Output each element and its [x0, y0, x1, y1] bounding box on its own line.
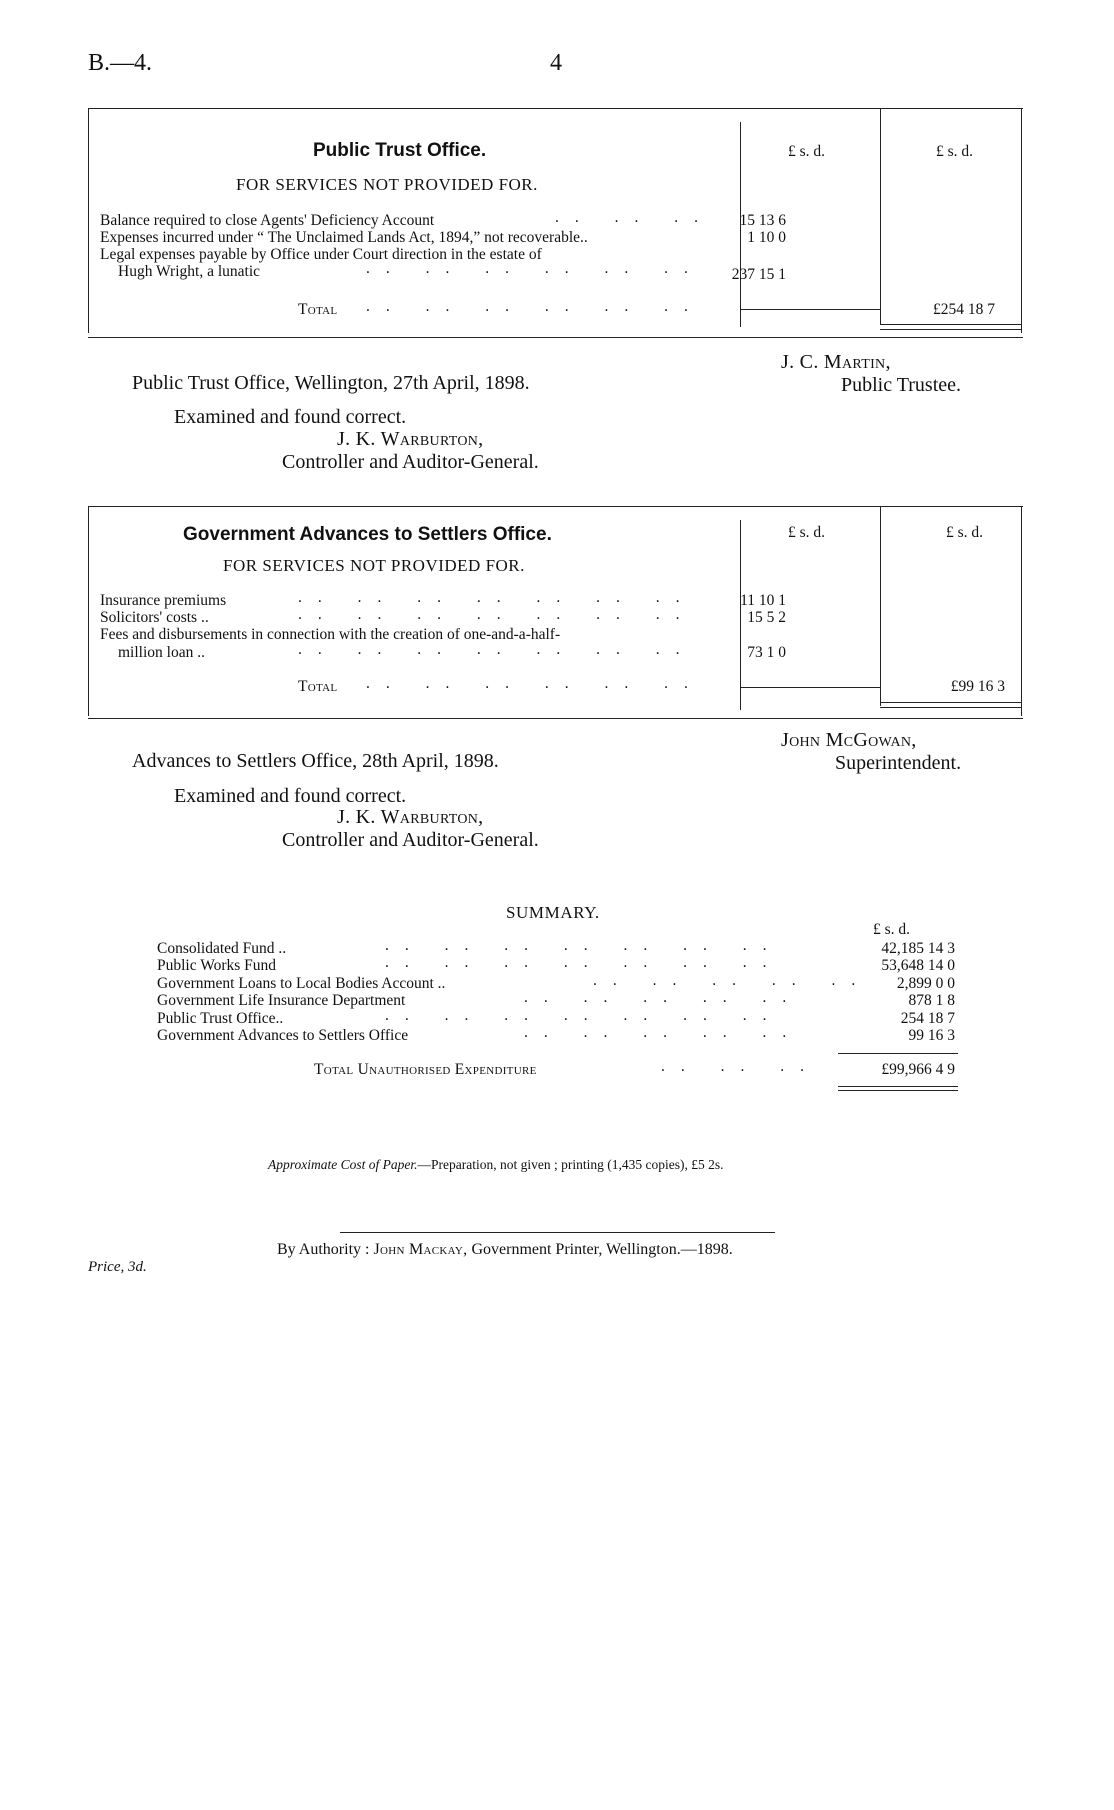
public-trust-table [88, 108, 1023, 341]
column-header-total: £ s. d. [946, 524, 984, 541]
table-row-label: Balance required to close Agents' Deficiency Account [100, 212, 435, 229]
leader-dots: .. .. .. .. .. .. .. [298, 606, 696, 623]
summary-row-label: Government Loans to Local Bodies Account .. [157, 975, 446, 992]
table-row-label: Fees and disbursements in connection with the creation of one-and-a-half- [100, 626, 561, 643]
signatory-name: John McGowan, [781, 729, 917, 751]
row-amount: 15 5 2 [747, 609, 786, 626]
table-row-label: million loan .. [118, 644, 205, 661]
column-header-pounds: £ s. d. [788, 143, 826, 160]
total-amount: £99 16 3 [950, 678, 1005, 695]
leader-dots: .. .. .. .. .. .. [366, 675, 704, 692]
leader-dots: .. .. .. .. .. .. .. [298, 589, 696, 606]
table-row-label: Legal expenses payable by Office under Court direction in the estate of [100, 246, 542, 263]
summary-row-amount: 254 18 7 [900, 1010, 955, 1027]
leader-dots: .. .. .. [661, 1058, 820, 1075]
summary-row-amount: 878 1 8 [908, 992, 955, 1009]
leader-dots: .. .. .. [555, 209, 714, 226]
printer-imprint [277, 1241, 733, 1259]
signatory-name: J. C. Martin, [781, 351, 891, 373]
summary-row-amount: 2,899 0 0 [896, 975, 955, 992]
summary-row-amount: 53,648 14 0 [881, 957, 955, 974]
column-header-total: £ s. d. [936, 143, 974, 160]
total-label: Total [298, 301, 338, 318]
total-label: Total [298, 678, 338, 695]
printer-name: John Mackay, [373, 1241, 468, 1258]
auditor-name: J. K. Warburton, [337, 428, 484, 450]
leader-dots: .. .. .. .. .. .. [366, 260, 704, 277]
leader-dots: .. .. .. .. .. [524, 1024, 803, 1041]
row-amount: 1 10 0 [747, 229, 786, 246]
signatory-role: Superintendent. [835, 752, 962, 774]
table-subtitle: FOR SERVICES NOT PROVIDED FOR. [236, 175, 538, 194]
page-number: 4 [550, 50, 562, 76]
leader-dots: .. .. .. .. .. .. [366, 298, 704, 315]
place-date: Advances to Settlers Office, 28th April, 1898. [132, 750, 499, 772]
document-reference: B.—4. [88, 50, 153, 76]
summary-row-label: Public Works Fund [157, 957, 277, 974]
auditor-name: J. K. Warburton, [337, 806, 484, 828]
row-amount: 11 10 1 [740, 592, 786, 609]
signatory-role: Public Trustee. [841, 374, 962, 396]
examined-note: Examined and found correct. [174, 785, 407, 807]
total-amount: £254 18 7 [933, 301, 995, 318]
table-title: Public Trust Office. [313, 140, 487, 161]
cost-note [268, 1157, 723, 1173]
table-title: Government Advances to Settlers Office. [183, 524, 552, 545]
summary-row-label: Consolidated Fund .. [157, 940, 287, 957]
column-header-pounds: £ s. d. [788, 524, 826, 541]
table-row-label: Expenses incurred under “ The Unclaimed Lands Act, 1894,” not recoverable.. [100, 229, 588, 246]
place-date: Public Trust Office, Wellington, 27th April, 1898. [132, 372, 530, 394]
summary-column-header: £ s. d. [873, 921, 911, 938]
authority-prefix: By Authority : [277, 1241, 370, 1258]
examined-note: Examined and found correct. [174, 406, 407, 428]
table-row-label: Solicitors' costs .. [100, 609, 209, 626]
table-row-label: Insurance premiums [100, 592, 227, 609]
summary-title: SUMMARY. [506, 903, 600, 922]
row-amount: 73 1 0 [747, 644, 786, 661]
row-amount: 237 15 1 [731, 266, 786, 283]
summary-row-label: Government Advances to Settlers Office [157, 1027, 409, 1044]
table-row-label: Hugh Wright, a lunatic [118, 263, 261, 280]
price: Price, 3d. [88, 1259, 147, 1275]
summary-row-label: Public Trust Office.. [157, 1010, 284, 1027]
summary-row-amount: 42,185 14 3 [881, 940, 955, 957]
summary-row-label: Government Life Insurance Department [157, 992, 406, 1009]
leader-dots: .. .. .. .. .. [524, 989, 803, 1006]
table-subtitle: FOR SERVICES NOT PROVIDED FOR. [223, 556, 525, 575]
auditor-role: Controller and Auditor-General. [282, 829, 539, 851]
cost-text: —Preparation, not given ; printing (1,435 copies), £5 2s. [417, 1157, 724, 1172]
printer-rest: Government Printer, Wellington.—1898. [471, 1241, 733, 1258]
cost-label: Approximate Cost of Paper. [268, 1157, 418, 1172]
summary-total-amount: £99,966 4 9 [881, 1061, 955, 1078]
summary-row-amount: 99 16 3 [908, 1027, 955, 1044]
auditor-role: Controller and Auditor-General. [282, 451, 539, 473]
leader-dots: .. .. .. .. .. .. .. [298, 641, 696, 658]
summary-total-label: Total Unauthorised Expenditure [314, 1061, 537, 1078]
leader-dots: .. .. .. .. .. .. .. [385, 954, 783, 971]
advances-table [88, 506, 1023, 721]
leader-dots: .. .. .. .. .. [593, 972, 872, 989]
leader-dots: .. .. .. .. .. .. .. [385, 1007, 783, 1024]
leader-dots: .. .. .. .. .. .. .. [385, 937, 783, 954]
row-amount: 15 13 6 [739, 212, 786, 229]
